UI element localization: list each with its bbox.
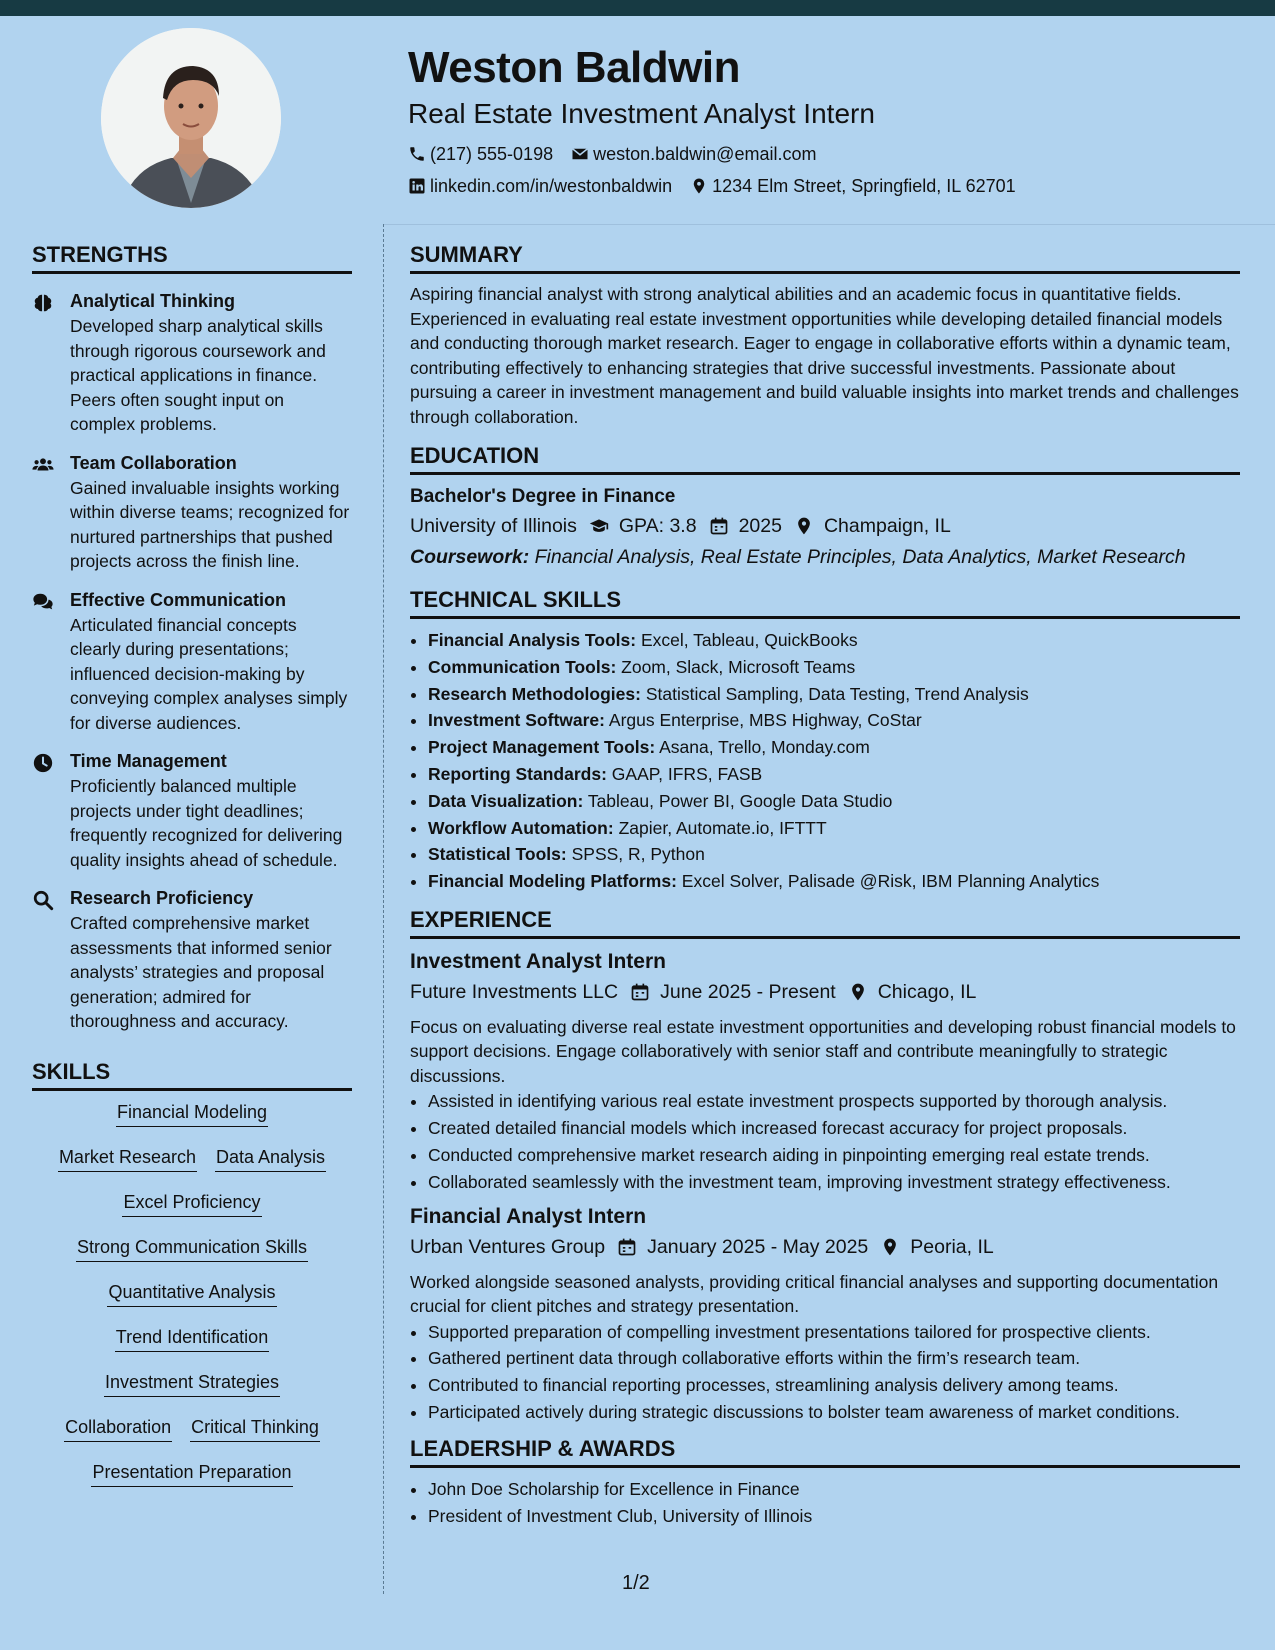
job-entry	[410, 947, 1240, 1196]
location-text: Champaign, IL	[823, 515, 951, 537]
job-bullets	[410, 1319, 1240, 1426]
experience-list	[410, 947, 1240, 1426]
summary-heading: SUMMARY	[410, 240, 1240, 274]
skill-tag: Trend Identification	[115, 1324, 269, 1352]
header	[408, 40, 1248, 202]
skill-values: Excel Solver, Palisade @Risk, IBM Planning Analytics	[681, 871, 1100, 892]
technical-skills-list	[410, 627, 1240, 895]
skill-values: Statistical Sampling, Data Testing, Trend Analysis	[645, 683, 1029, 704]
graduation-year	[709, 511, 782, 541]
skill-category: Project Management Tools:	[428, 737, 656, 758]
skill-tag: Data Analysis	[215, 1144, 326, 1172]
school-name	[410, 511, 577, 541]
strength-title: Team Collaboration	[70, 452, 237, 473]
map-pin-icon	[794, 516, 814, 536]
skill-values: Zapier, Automate.io, IFTTT	[618, 817, 827, 838]
strength-title: Time Management	[70, 751, 227, 771]
map-pin-icon	[848, 982, 868, 1002]
skills-heading: SKILLS	[32, 1057, 352, 1091]
education-meta	[410, 511, 1240, 541]
award-item: • President of Investment Club, University of Illinois	[428, 1503, 1240, 1530]
phone-icon	[408, 145, 426, 163]
skill-values: Tableau, Power BI, Google Data Studio	[587, 790, 893, 811]
gpa	[589, 511, 697, 541]
job-description: Worked alongside seasoned analysts, providing critical financial analyses and supporting documentation crucial for client pitches and strategy presentation.	[410, 1271, 1219, 1317]
strength-item	[32, 885, 352, 1034]
award-item: • John Doe Scholarship for Excellence in Finance	[428, 1476, 1240, 1503]
job-bullets	[410, 1088, 1240, 1195]
address-contact	[690, 172, 1016, 200]
candidate-title: Real Estate Investment Analyst Intern	[408, 98, 875, 129]
job-bullet: • Assisted in identifying various real estate investment prospects supported by thorough analysis.	[428, 1088, 1240, 1115]
job-title: Investment Analyst Intern	[410, 949, 666, 973]
job-bullet: • Contributed to financial reporting processes, streamlining analysis delivery among teams.	[428, 1372, 1240, 1399]
job-bullet: • Created detailed financial models which increased forecast accuracy for project proposals.	[428, 1115, 1240, 1142]
technical-skill-item	[428, 868, 1240, 895]
technical-skill-item	[428, 734, 1240, 761]
technical-skill-item	[428, 761, 1240, 788]
company	[410, 977, 618, 1007]
strength-item	[32, 288, 352, 437]
job-description: Focus on evaluating diverse real estate investment opportunities and developing robust financial models to support decisions. Engage collaboratively with senior staff and contribute meaningfully to strategic discussions.	[410, 1016, 1236, 1086]
strength-title: Research Proficiency	[70, 888, 254, 908]
strength-desc: Proficiently balanced multiple projects under tight deadlines; frequently recognized for delivering quality insights ahead of schedule.	[70, 776, 343, 870]
skill-category: Financial Modeling Platforms:	[428, 871, 677, 892]
degree-title: Bachelor's Degree in Finance	[410, 486, 676, 507]
calendar-icon	[709, 516, 729, 536]
dates-text: January 2025 - May 2025	[647, 1235, 869, 1258]
job-meta	[410, 977, 1240, 1007]
skill-tag: Collaboration	[64, 1414, 172, 1442]
contact-row-2	[408, 170, 1248, 202]
skill-row	[32, 1099, 352, 1144]
graduation-cap-icon	[589, 516, 609, 536]
job-bullet: • Supported preparation of compelling investment presentations tailored for prospective clients.	[428, 1319, 1240, 1346]
coursework	[410, 541, 1240, 573]
skill-category: Reporting Standards:	[428, 763, 607, 784]
awards-list	[410, 1476, 1240, 1530]
company	[410, 1232, 605, 1262]
job-bullet: • Gathered pertinent data through collaborative efforts within the firm’s research team.	[428, 1345, 1240, 1372]
strength-title: Effective Communication	[70, 589, 287, 610]
column-divider	[383, 224, 384, 1594]
technical-skill-item	[428, 788, 1240, 815]
header-divider	[384, 224, 1275, 225]
company-text: Urban Ventures Group	[410, 1235, 606, 1258]
skill-tag: Financial Modeling	[116, 1099, 268, 1127]
job-title: Financial Analyst Intern	[410, 1204, 647, 1228]
skill-category: Research Methodologies:	[428, 683, 641, 704]
experience-heading: EXPERIENCE	[410, 905, 1240, 939]
contact-row-1	[408, 138, 1248, 170]
strength-desc: Developed sharp analytical skills through rigorous coursework and practical applications in finance. Peers often sought input on complex problems.	[70, 316, 326, 434]
phone-text: (217) 555-0198	[430, 144, 554, 164]
skill-category: Communication Tools:	[428, 656, 617, 677]
map-pin-icon	[690, 177, 708, 195]
job-entry	[410, 1202, 1240, 1426]
linkedin-text: linkedin.com/in/westonbaldwin	[430, 176, 673, 196]
skill-tag: Market Research	[58, 1144, 197, 1172]
skill-tag: Investment Strategies	[104, 1369, 280, 1397]
year-text: 2025	[738, 515, 782, 537]
strength-item	[32, 450, 352, 574]
skill-tag: Excel Proficiency	[122, 1189, 261, 1217]
skill-category: Investment Software:	[428, 710, 605, 731]
coursework-label: Coursework:	[410, 546, 530, 568]
skill-values: Argus Enterprise, MBS Highway, CoStar	[608, 710, 922, 731]
skill-row	[32, 1369, 352, 1414]
job-location	[880, 1232, 993, 1262]
job-location	[848, 977, 977, 1007]
technical-skill-item	[428, 841, 1240, 868]
strength-item	[32, 748, 352, 872]
strength-desc: Gained invaluable insights working within diverse teams; recognized for nurtured partnerships that pushed projects across the finish line.	[70, 477, 350, 571]
top-accent-bar	[0, 0, 1275, 16]
strength-desc: Crafted comprehensive market assessments that informed senior analysts’ strategies and proposal generation; admired for thoroughness and accuracy.	[70, 913, 332, 1031]
technical-skill-item	[428, 654, 1240, 681]
skill-values: Excel, Tableau, QuickBooks	[640, 630, 858, 650]
skill-tag: Quantitative Analysis	[107, 1279, 276, 1307]
job-dates	[617, 1232, 868, 1262]
technical-skill-item	[428, 815, 1240, 842]
strengths-heading: STRENGTHS	[32, 240, 352, 274]
skill-values: Zoom, Slack, Microsoft Teams	[621, 656, 856, 677]
clock-icon	[32, 752, 54, 774]
technical-skill-item	[428, 681, 1240, 708]
email-text: weston.baldwin@email.com	[593, 144, 817, 164]
job-bullet: • Conducted comprehensive market research aiding in pinpointing emerging real estate trends.	[428, 1142, 1240, 1169]
strength-desc: Articulated financial concepts clearly during presentations; influenced decision-making by conveying complex analyses simply for diverse audiences.	[70, 614, 348, 733]
skills-list	[32, 1099, 352, 1504]
summary-text: Aspiring financial analyst with strong analytical abilities and an academic focus in quantitative fields. Experienced in evaluating real estate investment opportunities while developing detailed financial models and conducting thorough market research. Eager to engage in collaborative efforts within a dynamic team, contributing effectively to enhancing strategies that drive successful investments. Passionate about pursuing a career in investment management and build valuable insights into market trends and challenges through collaboration.	[410, 284, 1239, 427]
skill-tag: Presentation Preparation	[91, 1459, 292, 1487]
calendar-icon	[617, 1237, 637, 1257]
technical-skill-item	[428, 627, 1240, 654]
skill-tag: Critical Thinking	[190, 1414, 320, 1442]
linkedin-contact[interactable]	[408, 172, 672, 200]
school-text: University of Illinois	[410, 515, 577, 537]
skill-row	[32, 1189, 352, 1234]
education-location	[794, 511, 951, 541]
calendar-icon	[630, 982, 650, 1002]
page-number: 1/2	[622, 1572, 650, 1594]
linkedin-icon	[408, 177, 426, 195]
map-pin-icon	[880, 1237, 900, 1257]
skill-tag: Strong Communication Skills	[76, 1234, 308, 1262]
location-text: Peoria, IL	[910, 1235, 994, 1258]
job-bullet: • Collaborated seamlessly with the investment team, improving investment strategy effectiveness.	[428, 1169, 1240, 1196]
profile-photo	[101, 28, 281, 208]
phone-contact[interactable]	[408, 140, 553, 168]
users-icon	[32, 454, 54, 476]
envelope-icon	[571, 145, 589, 163]
skill-row	[32, 1279, 352, 1324]
location-text: Chicago, IL	[877, 980, 977, 1003]
candidate-name: Weston Baldwin	[408, 43, 740, 92]
skill-values: Asana, Trello, Monday.com	[659, 737, 870, 758]
skill-category: Statistical Tools:	[428, 844, 567, 865]
brain-icon	[32, 292, 54, 314]
dates-text: June 2025 - Present	[660, 980, 836, 1003]
technical-skill-item	[428, 707, 1240, 734]
left-column	[32, 240, 352, 1504]
skill-row	[32, 1324, 352, 1369]
address-text: 1234 Elm Street, Springfield, IL 62701	[712, 176, 1016, 196]
education-heading: EDUCATION	[410, 441, 1240, 475]
job-dates	[630, 977, 836, 1007]
comments-icon	[32, 591, 54, 613]
company-text: Future Investments LLC	[410, 980, 619, 1003]
skill-category: Financial Analysis Tools:	[428, 630, 637, 650]
job-bullet: • Participated actively during strategic discussions to bolster team awareness of market conditions.	[428, 1399, 1240, 1426]
search-icon	[32, 889, 54, 911]
skill-row	[32, 1414, 352, 1459]
skill-category: Data Visualization:	[428, 790, 584, 811]
awards-heading: LEADERSHIP & AWARDS	[410, 1434, 1240, 1468]
technical-skills-heading: TECHNICAL SKILLS	[410, 585, 1240, 619]
gpa-text: GPA: 3.8	[618, 515, 697, 537]
strength-title: Analytical Thinking	[70, 291, 236, 311]
skill-category: Workflow Automation:	[428, 817, 614, 838]
skill-values: SPSS, R, Python	[571, 844, 705, 865]
skill-row	[32, 1234, 352, 1279]
skill-row	[32, 1144, 352, 1189]
skill-row	[32, 1459, 352, 1504]
job-meta	[410, 1232, 1240, 1262]
strength-item	[32, 587, 352, 736]
email-contact[interactable]	[571, 140, 816, 168]
coursework-text: Financial Analysis, Real Estate Principles, Data Analytics, Market Research	[534, 546, 1186, 568]
right-column	[410, 240, 1240, 1529]
skill-values: GAAP, IFRS, FASB	[611, 763, 763, 784]
